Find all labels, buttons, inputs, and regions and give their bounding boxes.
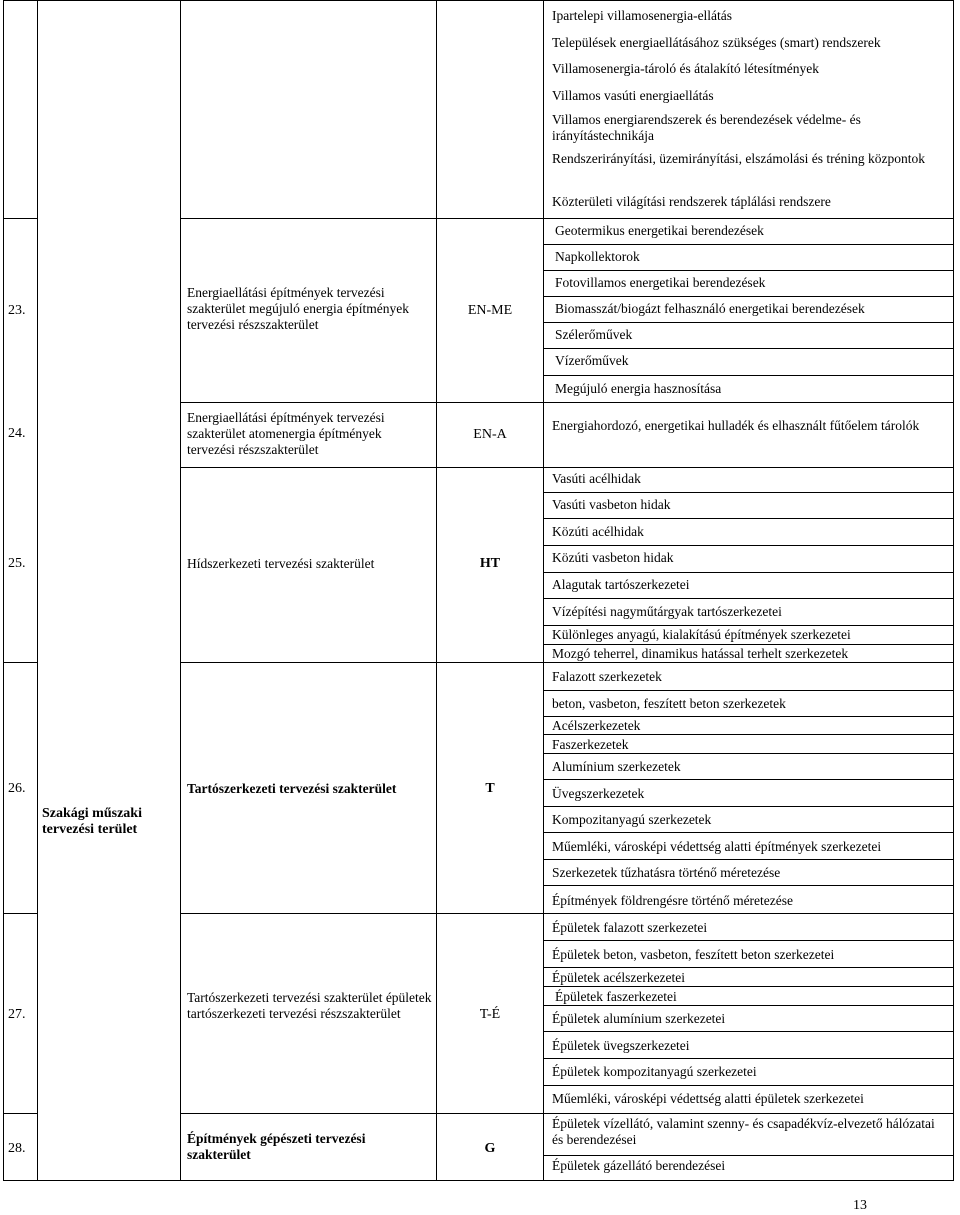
list-item: Vízépítési nagyműtárgyak tartószerkezetei xyxy=(552,604,782,619)
list-item: Szélerőművek xyxy=(555,327,633,342)
row-separator xyxy=(3,913,37,914)
list-item: Épületek faszerkezetei xyxy=(555,989,677,1004)
list-item: Épületek üvegszerkezetei xyxy=(552,1038,690,1053)
item-separator xyxy=(543,1058,954,1059)
list-item: Üvegszerkezetek xyxy=(552,786,645,801)
list-item: Közúti acélhidak xyxy=(552,524,644,539)
item-separator xyxy=(543,322,954,323)
item-separator xyxy=(543,244,954,245)
row-separator xyxy=(180,467,954,468)
item-separator xyxy=(543,518,954,519)
list-item: Műemléki, városképi védettség alatti épületek szerkezetei xyxy=(552,1091,864,1106)
row-number: 26. xyxy=(8,781,26,796)
table-border-bottom xyxy=(3,1180,954,1181)
list-item: Épületek beton, vasbeton, feszített beton szerkezetei xyxy=(552,947,835,962)
group-label: Szakági műszaki tervezési terület xyxy=(42,806,142,837)
item-separator xyxy=(543,967,954,968)
item-separator xyxy=(543,572,954,573)
list-item: Falazott szerkezetek xyxy=(552,669,662,684)
row-separator xyxy=(180,218,954,219)
list-item: Rendszerirányítási, üzemirányítási, elszámolási és tréning központok xyxy=(552,151,926,166)
list-item: Kompozitanyagú szerkezetek xyxy=(552,812,712,827)
list-item: Építmények földrengésre történő méretezése xyxy=(552,893,794,908)
item-separator xyxy=(543,270,954,271)
list-item: Épületek vízellátó, valamint szenny- és csapadékvíz-elvezető hálózatai és berendezései xyxy=(552,1116,935,1147)
item-separator xyxy=(543,690,954,691)
list-item: Épületek gázellátó berendezései xyxy=(552,1158,726,1173)
item-separator xyxy=(543,492,954,493)
table-border-top xyxy=(3,0,954,1)
row-name: Tartószerkezeti tervezési szakterület épületek tartószerkezeti tervezési részszakterület xyxy=(187,990,432,1021)
list-item: Vasúti acélhidak xyxy=(552,471,641,486)
row-separator xyxy=(3,662,37,663)
list-item: Megújuló energia hasznosítása xyxy=(555,381,722,396)
item-separator xyxy=(543,375,954,376)
item-separator xyxy=(543,885,954,886)
row-name: Tartószerkezeti tervezési szakterület xyxy=(187,781,397,796)
column-divider-group xyxy=(180,0,181,1180)
item-separator xyxy=(543,598,954,599)
list-item: Épületek acélszerkezetei xyxy=(552,970,686,985)
list-item: beton, vasbeton, feszített beton szerkezetek xyxy=(552,696,786,711)
item-separator xyxy=(543,940,954,941)
row-separator xyxy=(3,1113,37,1114)
list-item: Mozgó teherrel, dinamikus hatással terhelt szerkezetek xyxy=(552,646,849,661)
item-separator xyxy=(543,832,954,833)
item-separator xyxy=(543,1005,954,1006)
row-number: 24. xyxy=(8,426,26,441)
list-item: Energiahordozó, energetikai hulladék és elhasznált fűtőelem tárolók xyxy=(552,418,920,433)
row-number: 23. xyxy=(8,303,26,318)
row-name: Energiaellátási építmények tervezési szakterület megújuló energia építmények tervezési részszakterület xyxy=(187,285,410,332)
table-border-right xyxy=(953,0,954,1180)
list-item: Alumínium szerkezetek xyxy=(552,759,681,774)
list-item: Biomasszát/biogázt felhasználó energetikai berendezések xyxy=(555,301,865,316)
list-item: Vasúti vasbeton hidak xyxy=(552,497,671,512)
list-item: Szerkezetek tűzhatásra történő méretezése xyxy=(552,865,781,880)
row-separator xyxy=(180,913,954,914)
row-separator xyxy=(180,402,954,403)
row-name: Építmények gépészeti tervezési szakterület xyxy=(187,1131,366,1162)
row-number: 28. xyxy=(8,1141,26,1156)
list-item: Napkollektorok xyxy=(555,249,640,264)
column-divider-num xyxy=(37,0,38,1180)
item-separator xyxy=(543,986,954,987)
list-item: Faszerkezetek xyxy=(552,737,629,752)
row-code: EN-ME xyxy=(467,303,513,318)
table-border-left xyxy=(3,0,4,1180)
item-separator xyxy=(543,625,954,626)
row-separator xyxy=(180,662,954,663)
row-code: T xyxy=(485,781,495,796)
list-item: Közúti vasbeton hidak xyxy=(552,550,674,565)
list-item: Villamos energiarendszerek és berendezések védelme- és irányítástechnikája xyxy=(552,112,861,143)
item-separator xyxy=(543,806,954,807)
item-separator xyxy=(543,734,954,735)
row-code: HT xyxy=(479,556,501,571)
list-item: Villamosenergia-tároló és átalakító létesítmények xyxy=(552,61,819,76)
item-separator xyxy=(543,1155,954,1156)
list-item: Vízerőművek xyxy=(555,353,629,368)
item-separator xyxy=(543,779,954,780)
page-number: 13 xyxy=(853,1198,867,1213)
list-item: Acélszerkezetek xyxy=(552,718,641,733)
column-divider-name xyxy=(436,0,437,1180)
list-item: Műemléki, városképi védettség alatti építmények szerkezetei xyxy=(552,839,882,854)
list-item: Épületek falazott szerkezetei xyxy=(552,920,708,935)
row-number: 27. xyxy=(8,1007,26,1022)
item-separator xyxy=(543,716,954,717)
list-item: Ipartelepi villamosenergia-ellátás xyxy=(552,8,733,23)
row-code: EN-A xyxy=(473,427,507,442)
row-code: T-É xyxy=(479,1007,501,1022)
row-separator xyxy=(3,218,37,219)
item-separator xyxy=(543,1031,954,1032)
item-separator xyxy=(543,753,954,754)
list-item: Települések energiaellátásához szükséges (smart) rendszerek xyxy=(552,35,881,50)
row-name: Energiaellátási építmények tervezési szakterület atomenergia építmények tervezési részszakterület xyxy=(187,410,385,457)
list-item: Geotermikus energetikai berendezések xyxy=(555,223,764,238)
row-code: G xyxy=(484,1141,496,1156)
list-item: Fotovillamos energetikai berendezések xyxy=(555,275,766,290)
item-separator xyxy=(543,348,954,349)
item-separator xyxy=(543,545,954,546)
item-separator xyxy=(543,859,954,860)
item-separator xyxy=(543,296,954,297)
list-item: Épületek kompozitanyagú szerkezetei xyxy=(552,1064,757,1079)
list-item: Különleges anyagú, kialakítású építmények szerkezetei xyxy=(552,627,851,642)
item-separator xyxy=(543,644,954,645)
list-item: Közterületi világítási rendszerek táplálási rendszere xyxy=(552,194,831,209)
column-divider-code xyxy=(543,0,544,1180)
list-item: Villamos vasúti energiaellátás xyxy=(552,88,714,103)
row-name: Hídszerkezeti tervezési szakterület xyxy=(187,556,375,571)
list-item: Épületek alumínium szerkezetei xyxy=(552,1011,726,1026)
row-separator xyxy=(180,1113,954,1114)
list-item: Alagutak tartószerkezetei xyxy=(552,577,690,592)
item-separator xyxy=(543,1085,954,1086)
row-number: 25. xyxy=(8,556,26,571)
